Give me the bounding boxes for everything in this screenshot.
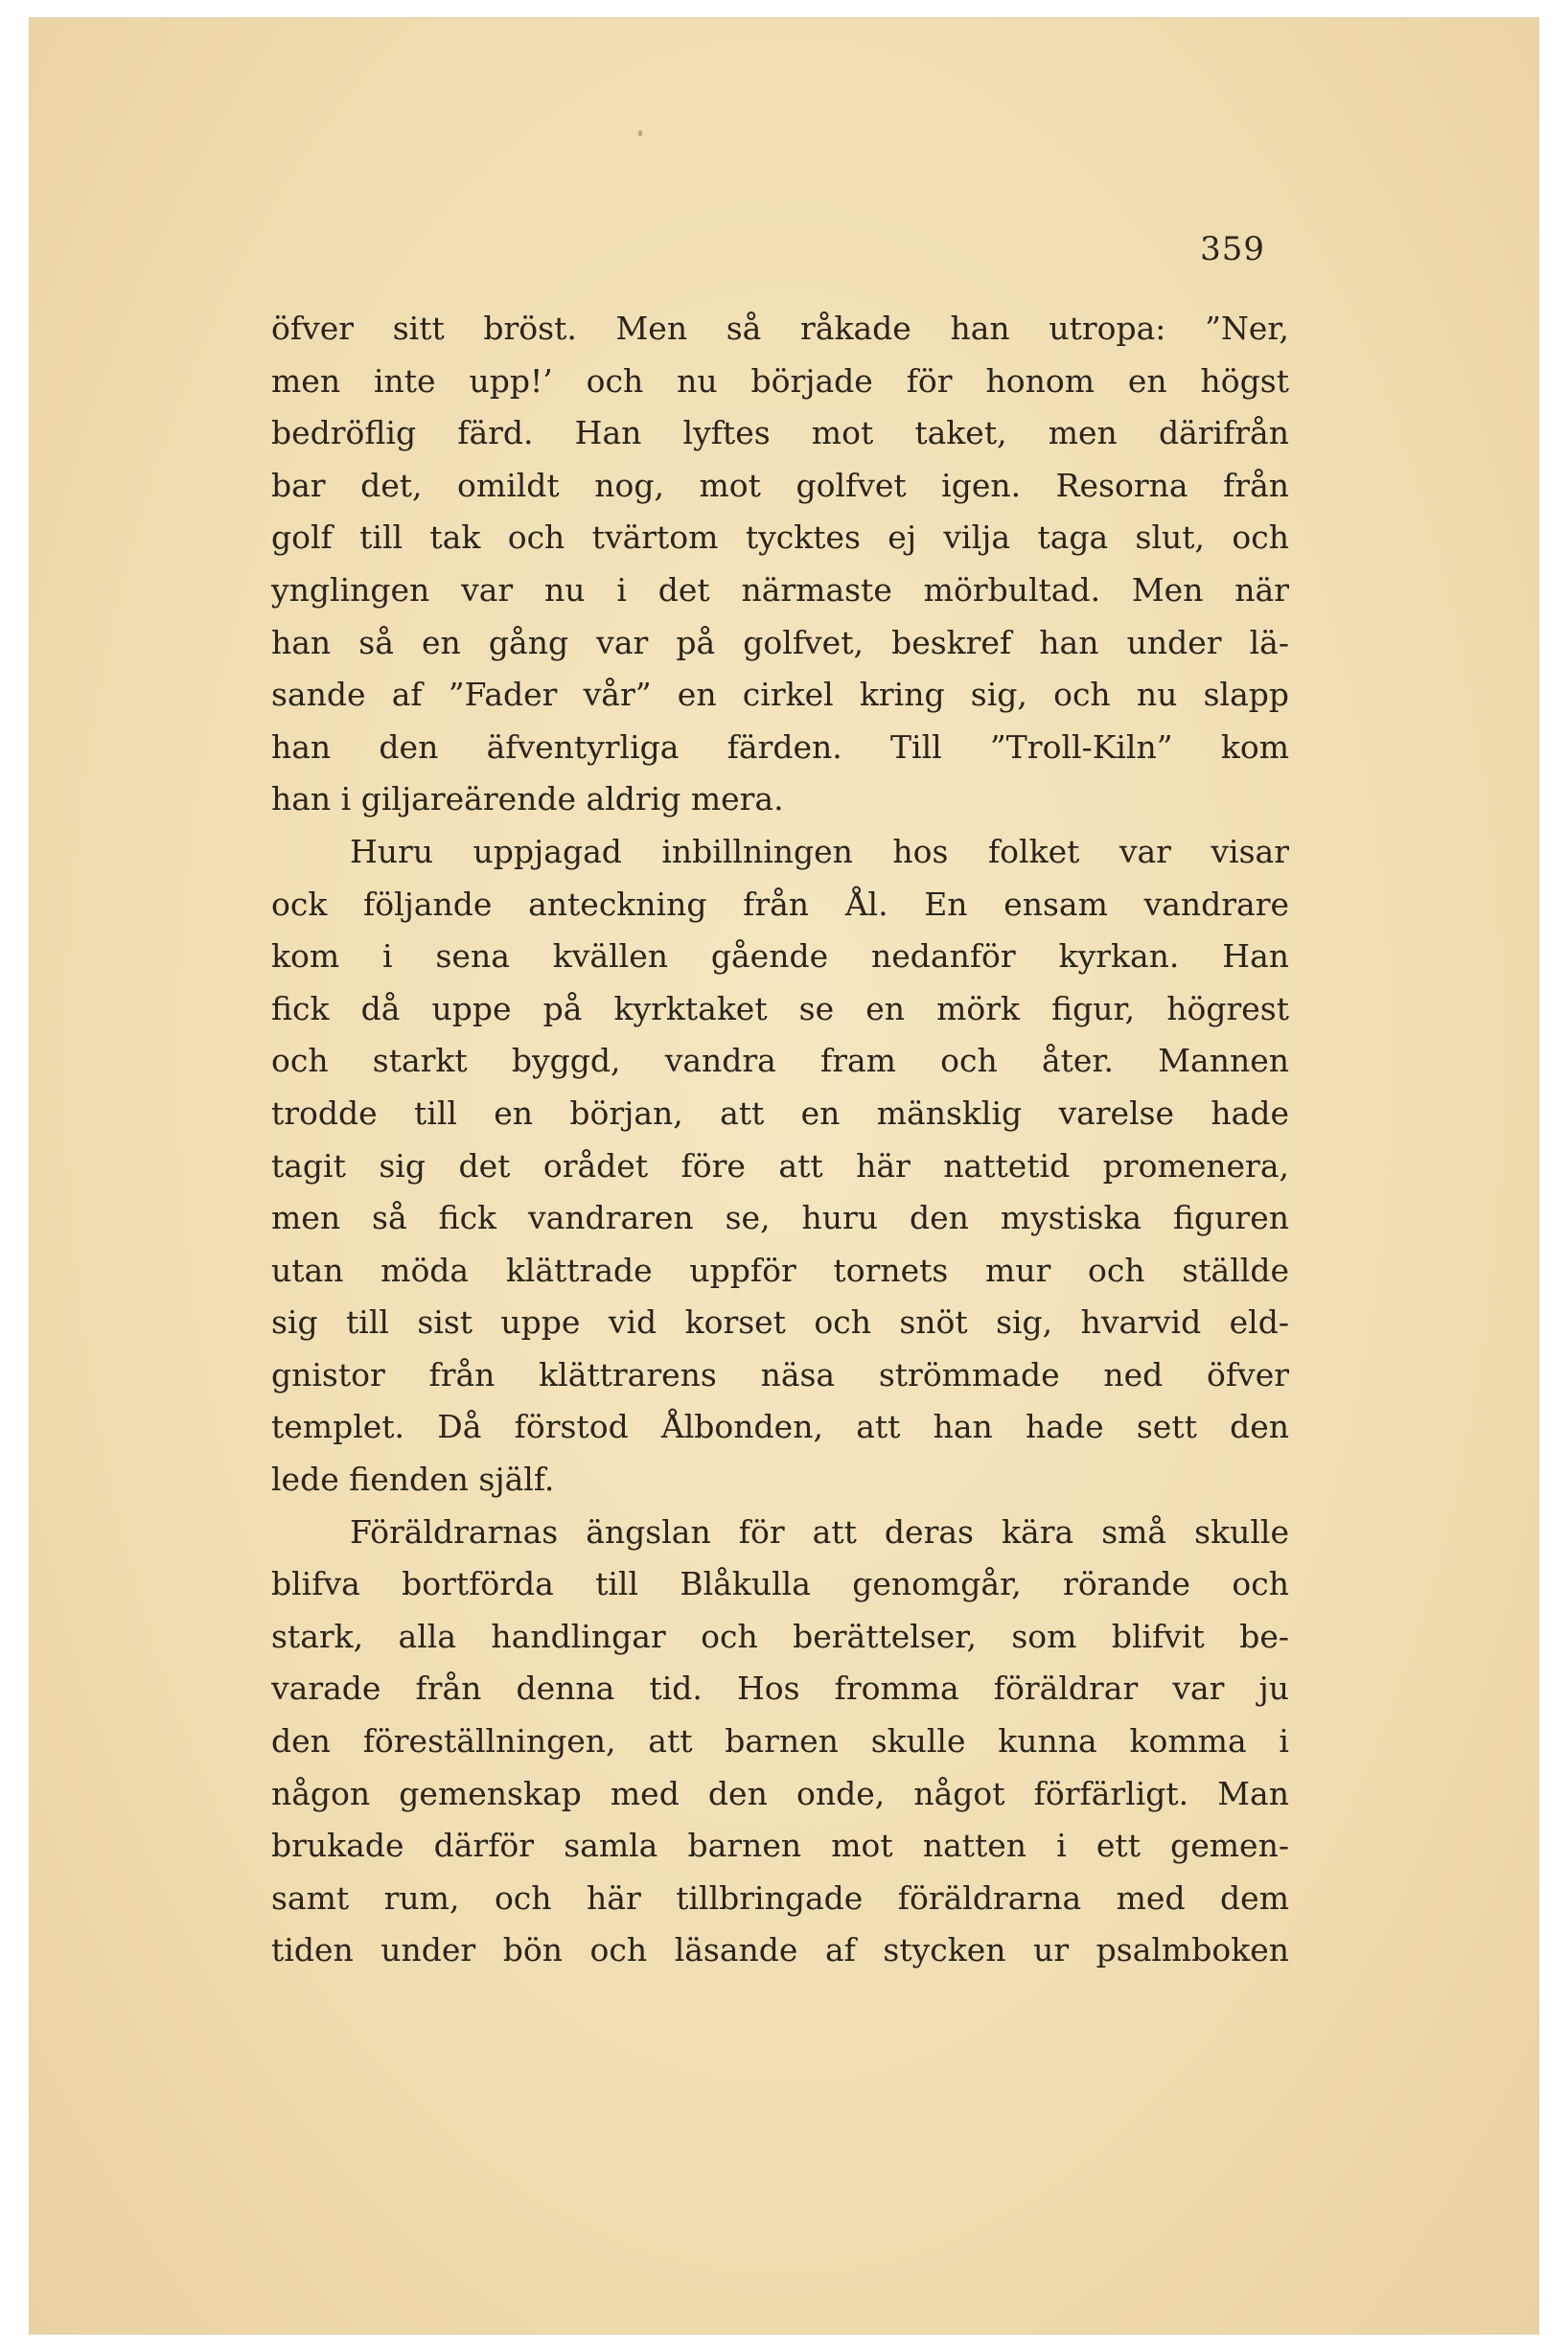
text-line: templet. Då förstod Ålbonden, att han hade sett den <box>271 1408 1289 1446</box>
text-line: men inte upp!’ och nu började för honom en högst <box>271 361 1289 400</box>
text-line: brukade därför samla barnen mot natten i ett gemen- <box>271 1827 1289 1865</box>
text-line: gnistor från klättrarens näsa strömmade ned öfver <box>271 1355 1289 1393</box>
text-line: varade från denna tid. Hos fromma föräldrar var ju <box>271 1670 1289 1708</box>
text-line: tiden under bön och läsande af stycken ur psalmboken <box>271 1931 1289 1969</box>
paragraph-start-line: Föräldrarnas ängslan för att deras kära små skulle <box>350 1512 1289 1551</box>
text-line: någon gemenskap med den onde, något förfärligt. Man <box>271 1774 1289 1812</box>
text-line: ock följande anteckning från Ål. En ensam vandrare <box>271 885 1289 923</box>
body-text <box>271 303 1289 1977</box>
text-line: fick då uppe på kyrktaket se en mörk figur, högrest <box>271 989 1289 1027</box>
text-line: bedröflig färd. Han lyftes mot taket, men därifrån <box>271 414 1289 452</box>
paper-speck <box>638 130 642 136</box>
text-line: sig till sist uppe vid korset och snöt sig, hvarvid eld- <box>271 1303 1289 1342</box>
text-line: ynglingen var nu i det närmaste mörbultad. Men när <box>271 570 1289 609</box>
text-line: men så fick vandraren se, huru den mystiska figuren <box>271 1199 1289 1237</box>
text-line: trodde till en början, att en mänsklig varelse hade <box>271 1094 1289 1132</box>
text-line: kom i sena kvällen gående nedanför kyrkan. Han <box>271 937 1289 976</box>
text-line: sande af ”Fader vår” en cirkel kring sig, och nu slapp <box>271 676 1289 714</box>
text-line: han så en gång var på golfvet, beskref han under lä- <box>271 623 1289 661</box>
text-line: golf till tak och tvärtom tycktes ej vilja taga slut, och <box>271 518 1289 557</box>
text-line: bar det, omildt nog, mot golfvet igen. Resorna från <box>271 466 1289 504</box>
text-line: samt rum, och här tillbringade föräldrarna med dem <box>271 1878 1289 1917</box>
text-line: den föreställningen, att barnen skulle kunna komma i <box>271 1722 1289 1761</box>
paragraph-end-line: lede fienden själf. <box>271 1461 555 1499</box>
text-line: öfver sitt bröst. Men så råkade han utropa: ”Ner, <box>271 310 1289 347</box>
text-line: utan möda klättrade uppför tornets mur och ställde <box>271 1251 1289 1289</box>
page-number: 359 <box>1200 230 1265 268</box>
text-line: stark, alla handlingar och berättelser, som blifvit be- <box>271 1617 1289 1655</box>
paragraph-start-line: Huru uppjagad inbillningen hos folket var visar <box>350 832 1289 870</box>
text-line: tagit sig det orådet före att här nattetid promenera, <box>271 1146 1289 1185</box>
text-line: och starkt byggd, vandra fram och åter. Mannen <box>271 1042 1289 1080</box>
text-line: han den äfventyrliga färden. Till ”Troll-Kiln” kom <box>271 727 1289 766</box>
book-page <box>29 17 1539 2335</box>
paragraph-end-line: han i giljareärende aldrig mera. <box>271 780 784 818</box>
text-line: blifva bortförda till Blåkulla genomgår, rörande och <box>271 1565 1289 1603</box>
